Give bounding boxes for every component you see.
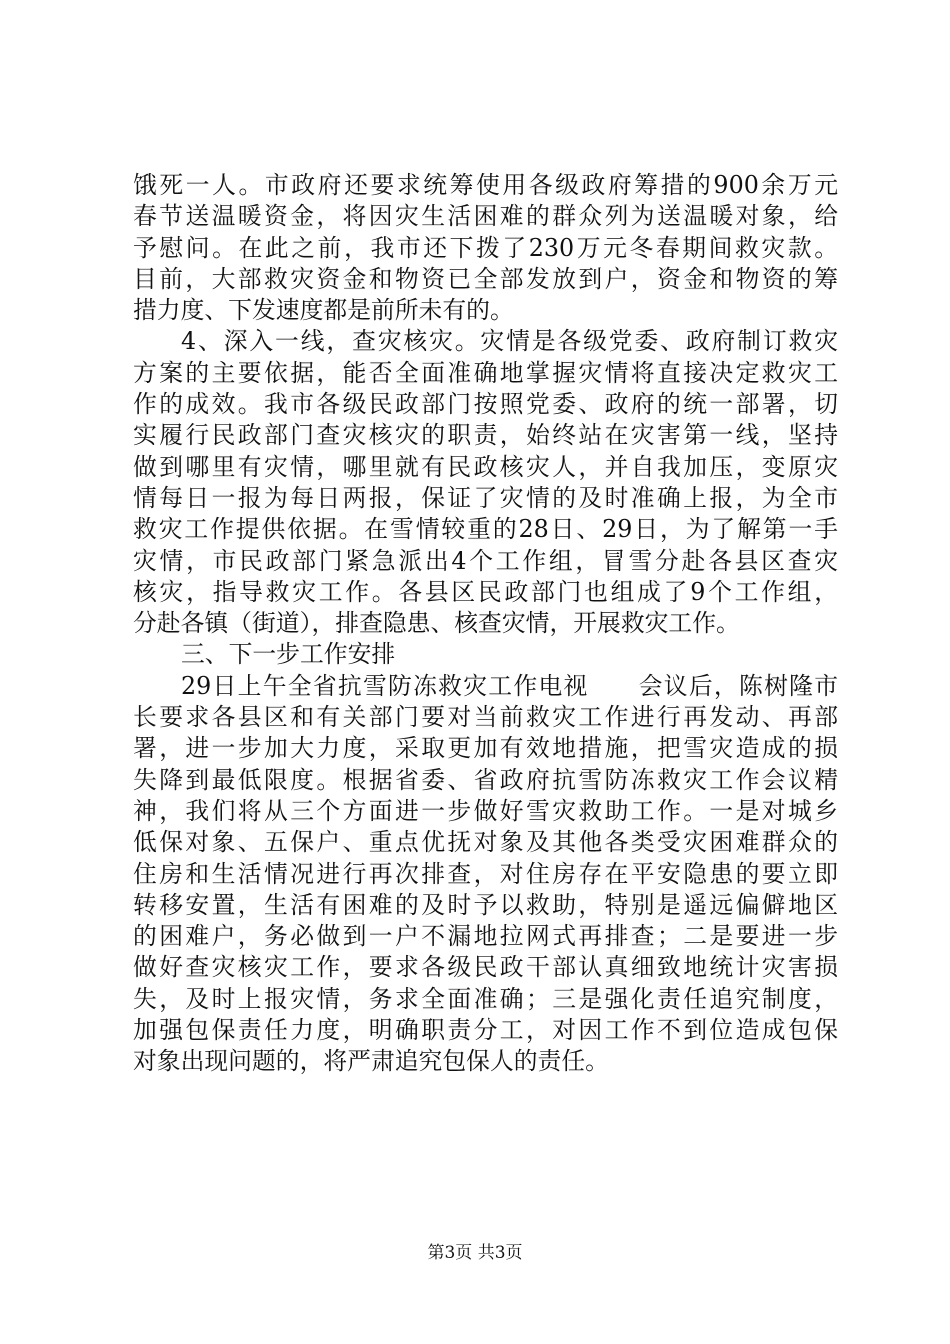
text-line: 予慰问。在此之前，我市还下拨了230万元冬春期间救灾款。 (133, 233, 838, 262)
document-body (133, 170, 838, 1078)
text-line: 春节送温暖资金，将因灾生活困难的群众列为送温暖对象，给 (133, 202, 838, 231)
page-number: 第3页 共3页 (427, 1243, 523, 1263)
text-line: 转移安置，生活有困难的及时予以救助，特别是遥远偏僻地区 (133, 890, 838, 919)
text-line: 目前，大部救灾资金和物资已全部发放到户，资金和物资的筹 (133, 264, 838, 293)
text-line: 灾情，市民政部门紧急派出4个工作组，冒雪分赴各县区查灾 (133, 546, 838, 575)
section-heading-3: 三、下一步工作安排 (181, 640, 396, 669)
page-footer (0, 1242, 950, 1264)
text-line: 失降到最低限度。根据省委、省政府抗雪防冻救灾工作会议精 (133, 765, 838, 794)
text-line: 情每日一报为每日两报，保证了灾情的及时准确上报，为全市 (133, 483, 838, 512)
text-line: 的困难户，务必做到一户不漏地拉网式再排查；二是要进一步 (133, 922, 838, 951)
text-line: 措力度、下发速度都是前所未有的。 (133, 296, 514, 325)
text-line: 署，进一步加大力度，采取更加有效地措施，把雪灾造成的损 (133, 734, 838, 763)
text-line: 失，及时上报灾情，务求全面准确；三是强化责任追究制度， (133, 984, 838, 1013)
text-line: 低保对象、五保户、重点优抚对象及其他各类受灾困难群众的 (133, 828, 838, 857)
text-line: 对象出现问题的，将严肃追究包保人的责任。 (133, 1047, 609, 1076)
text-line: 做好查灾核灾工作，要求各级民政干部认真细致地统计灾害损 (133, 953, 838, 982)
text-line: 救灾工作提供依据。在雪情较重的28日、29日，为了解第一手 (133, 515, 838, 544)
text-line: 做到哪里有灾情，哪里就有民政核灾人，并自我加压，变原灾 (133, 452, 838, 481)
text-line: 神，我们将从三个方面进一步做好雪灾救助工作。一是对城乡 (133, 796, 838, 825)
text-line: 29日上午全省抗雪防冻救灾工作电视 会议后，陈树隆市 (181, 671, 838, 700)
text-line: 方案的主要依据，能否全面准确地掌握灾情将直接决定救灾工 (133, 358, 838, 387)
text-line: 饿死一人。市政府还要求统筹使用各级政府筹措的900余万元 (133, 171, 838, 199)
text-line: 作的成效。我市各级民政部门按照党委、政府的统一部署，切 (133, 390, 838, 419)
text-line: 分赴各镇（街道），排查隐患、核查灾情，开展救灾工作。 (133, 609, 740, 638)
text-line: 实履行民政部门查灾核灾的职责，始终站在灾害第一线，坚持 (133, 421, 838, 450)
text-line: 住房和生活情况进行再次排查，对住房存在平安隐患的要立即 (133, 859, 838, 888)
section-heading-4: 4、深入一线，查灾核灾。灾情是各级党委、政府制订救灾 (181, 327, 838, 356)
text-line: 核灾，指导救灾工作。各县区民政部门也组成了9个工作组， (133, 577, 838, 606)
text-line: 加强包保责任力度，明确职责分工，对因工作不到位造成包保 (133, 1016, 838, 1045)
text-line: 长要求各县区和有关部门要对当前救灾工作进行再发动、再部 (133, 703, 838, 732)
